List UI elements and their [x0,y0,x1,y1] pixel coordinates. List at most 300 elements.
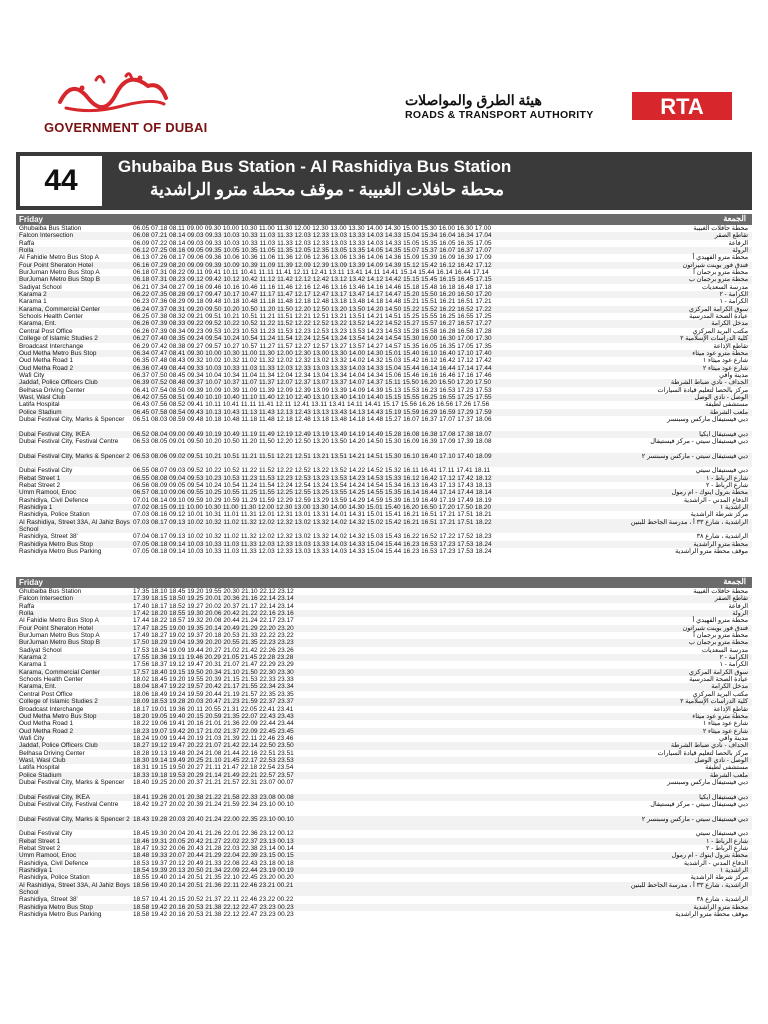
departure-times: 06.39 07.52 08.48 09.37 10.07 10.37 11.07 11.37 12.07 12.37 13.07 13.37 14.07 14.37 15.11 15.50 16.20 16.50 17.20 17.50 [133,379,492,387]
table-row [16,816,752,831]
table-row [16,882,752,897]
departure-times: 18.55 19.40 20.14 20.51 21.35 22.10 22.45 23.20 00.20 [133,874,294,882]
stop-name-arabic: محطة حافلات الغبيبة [693,225,748,232]
departure-times: 18.58 19.42 20.16 20.53 21.38 22.12 22.47 23.23 00.23 [133,911,294,919]
departure-times: 06.26 07.39 08.33 09.22 09.52 10.22 10.52 11.22 11.52 12.22 12.52 13.22 13.52 14.22 14.52 15.27 15.57 16.27 16.57 17.27 [133,320,492,328]
stop-name-arabic: محطة مترو الفهيدي أ [692,254,748,262]
stop-name-english: Belhasa Driving Center [19,749,85,757]
stop-name-english: Dubai Festival City, IKEA [19,430,90,438]
table-row [16,225,752,232]
table-row [16,511,752,518]
stop-name-english: Oud Metha Metro Bus Stop [19,712,97,720]
stop-name-arabic: محطة حافلات الغبيبة [693,588,748,595]
stop-name-arabic: دبي فيستيفال ايكيا [699,793,748,801]
table-row [16,794,752,801]
stop-name-arabic: الراشدية ، شارع ٣٣ أ ، مدرسة الجاحظ للبنين [630,881,748,889]
departure-times: 06.52 08.04 09.00 09.49 10.19 10.49 11.19 11.49 12.19 12.49 13.19 13.49 14.19 14.49 15.28 16.08 16.38 17.08 17.38 18.07 [133,430,492,438]
stop-name-arabic: موقف محطة مترو الراشدية [675,911,748,919]
table-row [16,431,752,438]
stop-name-arabic: الدفاع المدني - الراشدية [683,496,748,504]
table-row [16,401,752,408]
departure-times: 06.37 07.50 08.45 09.34 10.04 10.34 11.04 11.34 12.04 12.34 13.04 13.34 14.04 14.34 15.06 15.46 16.16 16.46 17.16 17.46 [133,371,492,379]
stop-name-arabic: الجداف - نادي ضباط الشرطة [670,379,748,387]
table-row [16,533,752,540]
stop-name-english: Four Point Sheraton Hotel [19,624,93,632]
departure-times: 06.25 07.38 08.32 09.21 09.51 10.21 10.51 11.21 11.51 12.21 12.51 13.21 13.51 14.21 14.51 15.25 15.55 16.25 16.55 17.25 [133,313,492,321]
stop-name-arabic: محطة مترو الراشدية [693,540,748,548]
stop-name-english: Falcon Intersection [19,595,73,603]
stop-name-english: Jaddaf, Police Officers Club [19,742,98,750]
stop-name-english: Wasl, Wasl Club [19,756,66,764]
departure-times: 06.08 07.21 08.14 09.03 09.33 10.03 10.33 11.03 11.33 12.03 12.33 13.03 13.33 14.03 14.33 15.04 15.34 16.04 16.34 17.04 [133,232,492,240]
table-row [16,467,752,474]
table-row [16,720,752,727]
stop-name-arabic: شارع عود ميثاء ١ [702,357,748,365]
table-row [16,654,752,661]
departure-times: 17.56 18.37 19.12 19.47 20.31 21.07 21.47 22.29 23.29 [133,661,294,669]
stop-name-english: Dubai Festival City, Festival Centre [19,437,119,445]
table-row [16,497,752,504]
table-row [16,852,752,859]
stop-name-arabic: محطة مترو برجمان أ [693,632,748,640]
table-row [16,254,752,261]
table-row [16,291,752,298]
stop-name-arabic: مدرسة السعديات [701,283,748,291]
departure-times: 06.41 07.54 08.50 09.39 10.09 10.39 11.09 11.39 12.09 12.39 13.09 13.39 14.09 14.39 15.13 15.53 16.23 16.53 17.23 17.53 [133,386,492,394]
table-row [16,284,752,291]
timetable-rows [16,225,752,555]
stop-name-arabic: كلية الدراسات الإسلامية ٢ [680,698,748,706]
stop-name-arabic: سوق الكرامة المركزي [688,305,748,313]
departure-times: 06.51 08.03 08.59 09.48 10.18 10.48 11.18 11.48 12.18 12.48 13.18 13.48 14.18 14.48 15.27 16.07 16.37 17.07 17.37 18.06 [133,415,492,423]
table-row [16,232,752,239]
stop-name-english: Dubai Festival City, Marks & Spencer 2 [19,452,130,460]
table-row [16,320,752,327]
day-label-english: Friday [19,215,44,224]
table-row [16,632,752,639]
stop-name-english: Rashidiya Metro Bus Stop [19,540,93,548]
stop-name-english: BurJuman Metro Bus Stop B [19,276,100,284]
stop-name-english: Oud Metha Road 2 [19,364,73,372]
table-row [16,269,752,276]
stop-name-arabic: الكرامة - ٢ [719,291,748,299]
stop-name-english: Rashidiya, Street 38' [19,896,78,904]
departure-times: 17.40 18.17 18.52 19.27 20.02 20.37 21.17 22.14 23.14 [133,602,294,610]
stop-name-arabic: مركز بالحصا لتعليم قيادة السيارات [657,749,748,757]
table-row [16,240,752,247]
departure-times: 18.27 19.12 19.47 20.22 21.07 21.42 22.14 22.50 23.50 [133,742,294,750]
stop-name-english: Rebat Street 2 [19,482,61,490]
departure-times: 18.46 19.31 20.05 20.42 21.27 22.02 22.37 23.13 00.13 [133,837,294,845]
day-label-arabic: الجمعة [723,577,746,586]
stop-name-arabic: محطة مترو عود ميثاء [692,349,748,357]
departure-times: 06.16 07.29 08.20 09.09 09.39 10.09 10.39 11.09 11.39 12.09 12.39 13.09 13.39 14.09 14.39 15.12 15.42 16.12 16.42 17.12 [133,261,492,269]
stop-name-english: College of Islamic Studies 2 [19,698,98,706]
table-row [16,896,752,903]
departure-times: 17.53 18.34 19.09 19.44 20.27 21.02 21.42 22.26 23.26 [133,646,294,654]
departure-times: 06.55 08.08 09.04 09.53 10.23 10.53 11.23 11.53 12.23 12.53 13.23 13.53 14.23 14.53 15.33 16.12 16.42 17.12 17.42 18.12 [133,474,492,482]
stop-name-arabic: مكتب البريد المركزي [692,327,748,335]
table-row [16,867,752,874]
stop-name-english: Rashidiya, Police Station [19,511,90,519]
stop-name-english: Sadiyat School [19,646,62,654]
stop-name-english: Oud Metha Road 2 [19,727,73,735]
departure-times: 17.35 18.10 18.45 19.20 19.55 20.30 21.10 22.12 23.12 [133,588,294,595]
table-row [16,647,752,654]
stop-name-english: Rashidiya, Street 38' [19,533,78,541]
departure-times: 07.05 08.18 09.14 10.03 10.33 11.03 11.33 12.03 12.33 13.03 13.33 14.03 14.33 15.04 15.44 16.23 16.53 17.23 17.53 18.24 [133,548,492,556]
stop-name-english: Dubai Festival City [19,467,73,475]
stop-name-english: Oud Metha Road 1 [19,720,73,728]
departure-times: 18.06 18.49 19.24 19.59 20.44 21.19 21.57 22.35 23.35 [133,690,294,698]
departure-times: 18.24 19.09 19.44 20.19 21.03 21.39 22.11 22.46 23.46 [133,734,294,742]
day-header [16,214,752,225]
stop-name-arabic: محطة مترو الفهيدي أ [692,617,748,625]
stop-name-arabic: الراشدية ١ [719,867,748,875]
day-header [16,577,752,588]
departure-times: 06.55 08.07 09.03 09.52 10.22 10.52 11.22 11.52 12.22 12.52 13.22 13.52 14.22 14.52 15.32 16.11 16.41 17.11 17.41 18.11 [133,467,491,475]
table-row [16,750,752,757]
stop-name-english: Dubai Festival City, Marks & Spencer [19,415,125,423]
departure-times: 07.03 08.16 09.12 10.01 10.31 11.01 11.31 12.01 12.31 13.01 13.31 14.01 14.31 15.01 15.41 16.21 16.51 17.21 17.51 18.21 [133,511,492,519]
stop-name-english: Jaddaf, Police Officers Club [19,379,98,387]
departure-times: 07.03 08.17 09.13 10.02 10.32 11.02 11.32 12.02 12.32 13.02 13.32 14.02 14.32 15.02 15.42 16.21 16.51 17.21 17.51 18.22 [133,518,492,526]
stop-name-english: Ghubaiba Bus Station [19,588,82,595]
stop-name-arabic: شارع الرباط - ٢ [706,845,748,853]
departure-times: 07.02 08.15 09.11 10.00 10.30 11.00 11.30 12.00 12.30 13.00 13.30 14.00 14.30 15.01 15.40 16.20 16.50 17.20 17.50 18.20 [133,504,492,512]
route-title-arabic: محطة حافلات الغبيبة - موقف محطة مترو الراشدية [150,180,505,199]
departure-times: 06.35 07.48 08.43 09.32 10.02 10.32 11.02 11.32 12.02 12.32 13.02 13.32 14.02 14.32 15.03 15.42 16.12 16.42 17.12 17.42 [133,357,492,365]
table-row [16,772,752,779]
stop-name-english: Falcon Intersection [19,232,73,240]
departure-times: 18.57 19.41 20.15 20.52 21.37 22.11 22.46 23.22 00.22 [133,896,294,904]
departure-times: 18.09 18.53 19.28 20.03 20.47 21.23 21.59 22.37 23.37 [133,698,294,706]
table-row [16,453,752,468]
stop-name-arabic: مدينة وافي [719,371,748,379]
stop-name-english: Ghubaiba Bus Station [19,225,82,232]
stop-name-arabic: عيادة الصحة المدرسية [689,676,748,684]
stop-name-english: Police Stadium [19,771,62,779]
stop-name-english: Al Fahidie Metro Bus Stop A [19,617,99,625]
table-row [16,276,752,283]
stop-name-arabic: دبي فيستيفال ايكيا [699,430,748,438]
table-row [16,247,752,254]
stop-name-arabic: محطة مترو الراشدية [693,903,748,911]
stop-name-english: Umm Ramool, Enoc [19,489,77,497]
stop-name-english: Rashidiya Metro Bus Parking [19,548,102,556]
stop-name-english: Broadcast Interchange [19,342,84,350]
table-row [16,691,752,698]
table-row [16,625,752,632]
stop-name-english: BurJuman Metro Bus Stop A [19,632,100,640]
rta-logo-text: RTA [660,94,704,119]
departure-times: 18.45 19.30 20.04 20.41 21.26 22.01 22.36 23.12 00.12 [133,830,294,838]
table-row [16,394,752,401]
departure-times: 07.01 08.14 09.10 09.59 10.29 10.59 11.29 11.59 12.29 12.59 13.29 13.59 14.29 14.59 15.39 16.19 16.49 17.19 17.49 18.19 [133,496,492,504]
departure-times: 06.53 08.06 09.02 09.51 10.21 10.51 11.21 11.51 12.21 12.51 13.21 13.51 14.21 14.51 15.30 16.10 16.40 17.10 17.40 18.09 [133,452,492,460]
day-label-arabic: الجمعة [723,214,746,223]
table-row [16,519,752,534]
table-row [16,416,752,431]
departure-times: 06.36 07.49 08.44 09.33 10.03 10.33 11.03 11.33 12.03 12.33 13.03 13.33 14.03 14.33 15.04 15.44 16.14 16.44 17.14 17.44 [133,364,492,372]
stop-name-arabic: مدخل الكرامة [711,320,748,328]
stop-name-arabic: الراشدية ١ [719,504,748,512]
departure-times: 17.49 18.27 19.02 19.37 20.18 20.53 21.33 22.22 23.22 [133,632,294,640]
departure-times: 06.27 07.40 08.35 09.24 09.54 10.24 10.54 11.24 11.54 12.24 12.54 13.24 13.54 14.24 14.54 15.30 16.00 16.30 17.00 17.30 [133,335,492,343]
stop-name-english: Rashidiya, Civil Defence [19,496,89,504]
stop-name-english: Wafi City [19,734,45,742]
table-row [16,387,752,394]
departure-times: 18.40 19.25 20.00 20.37 21.21 21.57 22.31 23.07 00.07 [133,778,294,786]
departure-times: 06.53 08.05 09.01 09.50 10.20 10.50 11.20 11.50 12.20 12.50 13.20 13.50 14.20 14.50 15.30 16.09 16.39 17.09 17.39 18.08 [133,437,492,445]
stop-name-arabic: شارع الرباط - ٢ [706,482,748,490]
stop-name-english: Rashidiya Metro Bus Stop [19,903,93,911]
stop-name-arabic: الرفاعة [728,239,748,247]
stop-name-arabic: محطة مترو برجمان ب [688,639,748,647]
table-row [16,343,752,350]
stop-name-english: Belhasa Driving Center [19,386,85,394]
stop-name-english: Dubai Festival City [19,830,73,838]
departure-times: 18.02 18.45 19.20 19.55 20.39 21.15 21.53 22.33 23.33 [133,676,294,684]
table-row [16,603,752,610]
stop-name-arabic: الكرامة - ١ [719,298,748,306]
table-row [16,801,752,816]
table-row [16,617,752,624]
table-row [16,661,752,668]
departure-times: 18.22 19.06 19.41 20.16 21.01 21.36 22.09 22.44 23.44 [133,720,294,728]
stop-name-arabic: مدرسة السعديات [701,646,748,654]
stop-name-arabic: الرفاعة [728,602,748,610]
table-row [16,541,752,548]
stop-name-arabic: دبي فيستيفال سيتي - مركز فيستيفال [650,437,748,445]
stop-name-arabic: الوصل - نادي الوصل [694,393,748,401]
departure-times: 18.20 19.05 19.40 20.15 20.59 21.35 22.07 22.43 23.43 [133,712,294,720]
departure-times: 06.34 07.47 08.41 09.30 10.00 10.30 11.00 11.30 12.00 12.30 13.00 13.30 14.00 14.30 15.01 15.40 16.10 16.40 17.10 17.40 [133,349,492,357]
stop-name-arabic: مركز بالحصا لتعليم قيادة السيارات [657,386,748,394]
departure-times: 17.39 18.15 18.50 19.25 20.01 20.36 21.16 22.14 23.14 [133,595,294,603]
departure-times: 18.56 19.40 20.14 20.51 21.36 22.11 22.46 23.21 00.21 [133,881,294,889]
stop-name-arabic: الجداف - نادي ضباط الشرطة [670,742,748,750]
stop-name-english: Rashidiya, Police Station [19,874,90,882]
departure-times: 18.43 19.28 20.03 20.40 21.24 22.00 22.35 23.10 00.10 [133,815,294,823]
stop-name-arabic: دبي فيستيفال سيتي [695,830,748,838]
table-row [16,482,752,489]
stop-name-english: Schools Health Center [19,676,83,684]
route-title-english: Ghubaiba Bus Station - Al Rashidiya Bus Station [118,157,512,176]
departure-times: 06.56 08.09 09.05 09.54 10.24 10.54 11.24 11.54 12.24 12.54 13.24 13.54 14.24 14.54 15.34 16.13 16.43 17.13 17.43 18.13 [133,482,492,490]
stop-name-english: Rashidiya 1 [19,867,53,875]
stop-name-english: Rashidiya, Civil Defence [19,859,89,867]
table-row [16,735,752,742]
table-row [16,874,752,881]
stop-name-english: Latifa Hospital [19,401,60,409]
stop-name-arabic: فندق فور بوينت شيراتون [682,261,748,269]
stop-name-arabic: الراشدية ، شارع ٣٣ أ ، مدرسة الجاحظ للبنين [630,518,748,526]
stop-name-arabic: الرولة [732,247,748,255]
stop-name-english: Karama, Ent. [19,683,57,691]
stop-name-english: Dubai Festival City, Festival Centre [19,800,119,808]
stop-name-arabic: دبي فيستيفال ماركس وسبنسر [667,415,748,423]
stop-name-english: Rebat Street 2 [19,845,61,853]
departure-times: 18.54 19.39 20.13 20.50 21.34 22.09 22.44 23.19 00.19 [133,867,294,875]
route-number: 44 [20,156,102,206]
table-row [16,676,752,683]
departure-times: 06.09 07.22 08.14 09.03 09.33 10.03 10.33 11.03 11.33 12.03 12.33 13.03 13.33 14.03 14.33 15.05 15.35 16.05 16.35 17.05 [133,239,492,247]
table-row [16,706,752,713]
stop-name-english: Karama, Commercial Center [19,305,100,313]
stop-name-arabic: دبي فيستيفال سيتي - مركز فيستيفال [650,800,748,808]
departure-times: 06.22 07.35 08.28 09.17 09.47 10.17 10.47 11.17 11.47 12.17 12.47 13.17 13.47 14.17 14.47 15.20 15.50 16.20 16.50 17.20 [133,291,492,299]
stop-name-arabic: مكتب البريد المركزي [692,690,748,698]
table-row [16,713,752,720]
stop-name-english: Oud Metha Metro Bus Stop [19,349,97,357]
stop-name-english: BurJuman Metro Bus Stop A [19,269,100,277]
departure-times: 06.18 07.31 08.22 09.11 09.41 10.11 10.41 11.11 11.41 12.11 12.41 13.11 13.41 14.11 14.41 15.14 15.44 16.14 16.44 17.14 [133,269,489,277]
rta-arabic-name: هيئة الطرق والمواصلات [405,92,542,108]
stop-name-arabic: شارع الرباط - ١ [706,474,748,482]
table-row [16,489,752,496]
stop-name-arabic: عيادة الصحة المدرسية [689,313,748,321]
stop-name-arabic: تقاطع الإذاعة [713,705,748,713]
table-row [16,779,752,794]
stop-name-english: Schools Health Center [19,313,83,321]
departure-times: 18.47 19.32 20.06 20.43 21.28 22.03 22.38 23.14 00.14 [133,845,294,853]
table-row [16,409,752,416]
table-row [16,548,752,555]
stop-name-english: Karama 1 [19,298,47,306]
stop-name-english: Umm Ramool, Enoc [19,852,77,860]
table-row [16,350,752,357]
departure-times: 18.48 19.33 20.07 20.44 21.29 22.04 22.39 23.15 00.15 [133,852,294,860]
table-row [16,306,752,313]
stop-name-arabic: موقف محطة مترو الراشدية [675,548,748,556]
stop-name-english: Rolla [19,610,34,618]
departure-times: 06.29 07.42 08.38 09.27 09.57 10.27 10.57 11.27 11.57 12.27 12.57 13.27 13.57 14.27 14.57 15.35 16.05 16.35 17.05 17.35 [133,342,492,350]
stop-name-english: Wasl, Wasl Club [19,393,66,401]
stop-name-arabic: مدينة وافي [719,734,748,742]
rta-english-name: ROADS & TRANSPORT AUTHORITY [405,109,594,121]
departure-times: 18.04 18.47 19.22 19.57 20.42 21.17 21.55 22.34 23.34 [133,683,294,691]
departure-times: 06.57 08.10 09.06 09.55 10.25 10.55 11.25 11.55 12.25 12.55 13.25 13.55 14.25 14.55 15.35 16.14 16.44 17.14 17.44 18.14 [133,489,492,497]
stop-name-arabic: الوصل - نادي الوصل [694,756,748,764]
table-row [16,357,752,364]
stop-name-arabic: الراشدية ، شارع ٣٨ [696,533,748,541]
table-row [16,845,752,852]
stop-name-english: Karama 1 [19,661,47,669]
stop-name-english: College of Islamic Studies 2 [19,335,98,343]
departure-times: 17.42 18.20 18.55 19.30 20.06 20.42 21.22 22.16 23.16 [133,610,294,618]
stop-name-arabic: مستشفى لطيفة [705,401,748,409]
stop-name-english: Al Rashidiya, Street 33A, Al Jahiz Boys School [19,881,130,897]
stop-name-arabic: دبي فيستيفال ماركس وسبنسر [667,778,748,786]
departure-times: 18.42 19.27 20.02 20.39 21.24 21.59 22.34 23.10 00.10 [133,800,294,808]
stop-name-arabic: الكرامة - ٢ [719,654,748,662]
departure-times: 06.45 07.58 08.54 09.43 10.13 10.43 11.13 11.43 12.13 12.43 13.13 13.43 14.13 14.43 15.19 15.59 16.29 16.59 17.29 17.59 [133,408,492,416]
table-row [16,335,752,342]
stop-name-english: Police Stadium [19,408,62,416]
departure-times: 06.26 07.39 08.34 09.23 09.53 10.23 10.53 11.23 11.53 12.23 12.53 13.23 13.53 14.23 14.53 15.28 15.58 16.28 16.58 17.28 [133,327,492,335]
stop-name-arabic: محطة مترو عود ميثاء [692,712,748,720]
stop-name-english: Rolla [19,247,34,255]
departure-times: 18.17 19.01 19.36 20.11 20.55 21.31 22.05 22.41 23.41 [133,705,294,713]
departure-times: 06.12 07.25 08.16 09.05 09.35 10.05 10.35 11.05 11.35 12.05 12.35 13.05 13.35 14.05 14.35 15.07 15.37 16.07 16.37 17.07 [133,247,492,255]
departure-times: 06.43 07.56 08.52 09.41 10.11 10.41 11.11 11.41 12.11 12.41 13.11 13.41 14.11 14.41 15.17 15.56 16.26 16.56 17.26 17.56 [133,401,490,409]
departure-times: 18.23 19.07 19.42 20.17 21.02 21.37 22.09 22.45 23.45 [133,727,294,735]
stop-name-arabic: محطة مترو برجمان أ [693,269,748,277]
departure-times: 06.18 07.31 08.23 09.12 09.42 10.12 10.42 11.12 11.42 12.12 12.42 13.12 13.42 14.12 14.42 15.15 15.45 16.15 16.45 17.15 [133,276,492,284]
table-row [16,838,752,845]
stop-name-english: Karama 2 [19,654,47,662]
stop-name-arabic: سوق الكرامة المركزي [688,668,748,676]
stop-name-arabic: مستشفى لطيفة [705,764,748,772]
departure-times: 06.24 07.37 08.31 09.20 09.50 10.20 10.50 11.20 11.50 12.20 12.50 13.20 13.50 14.20 14.50 15.22 15.52 16.22 16.52 17.22 [133,305,492,313]
stop-name-english: Al Rashidiya, Street 33A, Al Jahiz Boys School [19,518,130,534]
stop-name-arabic: كلية الدراسات الإسلامية ٢ [680,335,748,343]
stop-name-arabic: فندق فور بوينت شيراتون [682,624,748,632]
table-row [16,328,752,335]
page-header [0,0,768,150]
departure-times: 18.31 19.15 19.50 20.27 21.11 21.47 22.18 22.54 23.54 [133,764,294,772]
departure-times: 06.13 07.26 08.17 09.06 09.36 10.06 10.36 11.06 11.36 12.06 12.36 13.06 13.36 14.06 14.36 15.09 15.39 16.09 16.39 17.09 [133,254,492,262]
stop-name-english: Wafi City [19,371,45,379]
table-row [16,904,752,911]
stop-name-english: Central Post Office [19,690,73,698]
table-row [16,683,752,690]
timetable-rows [16,588,752,918]
departure-times: 07.04 08.17 09.13 10.02 10.32 11.02 11.32 12.02 12.32 13.02 13.32 14.02 14.32 15.03 15.43 16.22 16.52 17.22 17.52 18.23 [133,533,492,541]
departure-times: 17.50 18.29 19.04 19.39 20.20 20.55 21.35 22.23 23.23 [133,639,294,647]
stop-name-english: Karama, Ent. [19,320,57,328]
stop-name-english: Four Point Sheraton Hotel [19,261,93,269]
stop-name-english: Karama 2 [19,291,47,299]
stop-name-arabic: شارع عود ميثاء ٢ [702,364,748,372]
table-row [16,742,752,749]
table-row [16,911,752,918]
stop-name-arabic: ملعب الشرطة [709,771,748,779]
departure-times: 18.28 19.13 19.48 20.24 21.08 21.44 22.16 22.51 23.51 [133,749,294,757]
table-row [16,669,752,676]
stop-name-arabic: دبي فيستيفال سيتي - ماركس وسبنسر ٢ [641,815,748,823]
table-row [16,860,752,867]
departure-times: 06.21 07.34 08.27 09.16 09.46 10.16 10.46 11.16 11.46 12.16 12.46 13.16 13.46 14.16 14.46 15.18 15.48 16.18 16.48 17.18 [133,283,492,291]
stop-name-arabic: محطة بترول اينوك - ام رمول [671,489,748,497]
rta-logo [632,92,732,120]
stop-name-arabic: شارع عود ميثاء ٢ [702,727,748,735]
stop-name-english: Dubai Festival City, Marks & Spencer [19,778,125,786]
table-row [16,764,752,771]
departure-times: 18.30 19.14 19.49 20.25 21.10 21.45 22.17 22.53 23.53 [133,756,294,764]
stop-name-english: Rashidiya 1 [19,504,53,512]
stop-name-arabic: مركز شرطة الراشدية [690,874,748,882]
departure-times: 07.05 08.18 09.14 10.03 10.33 11.03 11.33 12.03 12.33 13.03 13.33 14.03 14.33 15.04 15.44 16.23 16.53 17.23 17.53 18.24 [133,540,492,548]
table-row [16,639,752,646]
stop-name-english: Oud Metha Road 1 [19,357,73,365]
table-row [16,365,752,372]
table-row [16,298,752,305]
stop-name-arabic: شارع عود ميثاء ١ [702,720,748,728]
stop-name-english: Broadcast Interchange [19,705,84,713]
stop-name-arabic: محطة مترو برجمان ب [688,276,748,284]
government-of-dubai-text: GOVERNMENT OF DUBAI [44,120,208,135]
departure-times: 18.33 19.18 19.53 20.29 21.14 21.49 22.21 22.57 23.57 [133,771,294,779]
stop-name-english: Rashidiya Metro Bus Parking [19,911,102,919]
departure-times: 17.57 18.40 19.15 19.50 20.34 21.10 21.50 22.30 23.30 [133,668,294,676]
stop-name-arabic: تقاطع الإذاعة [713,342,748,350]
table-row [16,379,752,386]
departure-times: 17.55 18.36 19.11 19.46 20.29 21.05 21.45 22.28 23.28 [133,654,294,662]
stop-name-arabic: الراشدية ، شارع ٣٨ [696,896,748,904]
stop-name-english: Central Post Office [19,327,73,335]
